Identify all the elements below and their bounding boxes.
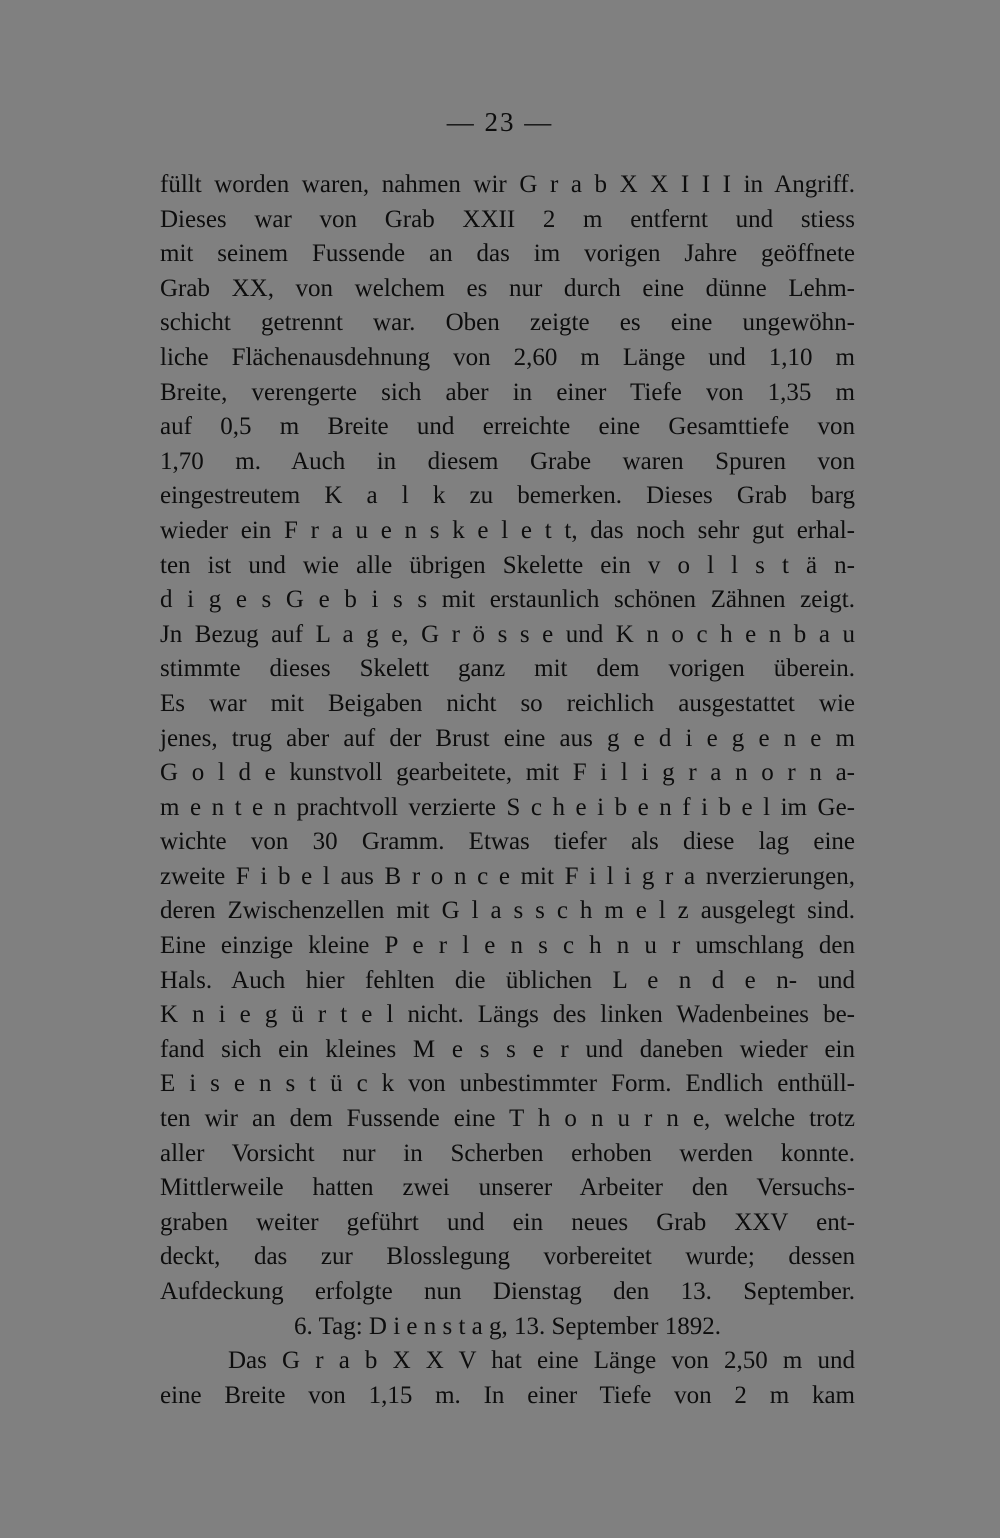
text-line: schicht getrennt war. Oben zeigte es eine ungewöhn-: [160, 309, 855, 337]
text-line: eingestreutem K a l k zu bemerken. Dieses Grab barg: [160, 482, 855, 510]
text-line: wichte von 30 Gramm. Etwas tiefer als diese lag eine: [160, 828, 855, 856]
text-line: zweite F i b e l aus B r o n c e mit F i l i g r a nverzierungen,: [160, 862, 855, 890]
text-line: aller Vorsicht nur in Scherben erhoben werden konnte.: [160, 1139, 855, 1167]
text-line: K n i e g ü r t e l nicht. Längs des linken Wadenbeines be-: [160, 1001, 855, 1029]
text-line: ten wir an dem Fussende eine T h o n u r n e, welche trotz: [160, 1105, 855, 1133]
text-line: E i s e n s t ü c k von unbestimmter Form. Endlich enthüll-: [160, 1070, 855, 1098]
text-line: m e n t e n prachtvoll verzierte S c h e i b e n f i b e l im Ge-: [160, 793, 855, 821]
page-number: — 23 —: [446, 107, 554, 137]
text-line: ten ist und wie alle übrigen Skelette ein v o l l s t ä n-: [160, 551, 855, 579]
text-line: eine Breite von 1,15 m. In einer Tiefe von 2 m kam: [160, 1381, 855, 1409]
text-line: jenes, trug aber auf der Brust eine aus g e d i e g e n e m: [160, 724, 855, 752]
text-line: wieder ein F r a u e n s k e l e t t, das noch sehr gut erhal-: [160, 516, 855, 544]
text-line: deckt, das zur Blosslegung vorbereitet wurde; dessen: [160, 1243, 855, 1271]
text-line: Dieses war von Grab XXII 2 m entfernt und stiess: [160, 205, 855, 233]
text-line: graben weiter geführt und ein neues Grab XXV ent-: [160, 1208, 855, 1236]
text-line: d i g e s G e b i s s mit erstaunlich schönen Zähnen zeigt.: [160, 586, 855, 614]
text-line: füllt worden waren, nahmen wir G r a b X X I I I in Angriff.: [160, 171, 855, 198]
text-line: Eine einzige kleine P e r l e n s c h n u r umschlang den: [160, 932, 855, 960]
text-line: Hals. Auch hier fehlten die üblichen L e n d e n- und: [160, 966, 855, 994]
paragraph-first-line: Das G r a b X X V hat eine Länge von 2,50 m und: [228, 1347, 855, 1375]
text-line: auf 0,5 m Breite und erreichte eine Gesamttiefe von: [160, 413, 855, 441]
text-line: stimmte dieses Skelett ganz mit dem vorigen überein.: [160, 655, 855, 683]
text-line: Es war mit Beigaben nicht so reichlich ausgestattet wie: [160, 689, 855, 717]
text-line: 1,70 m. Auch in diesem Grabe waren Spuren von: [160, 447, 855, 475]
text-line: Grab XX, von welchem es nur durch eine dünne Lehm-: [160, 274, 855, 302]
text-line: Aufdeckung erfolgte nun Dienstag den 13. September.: [160, 1278, 855, 1305]
text-line: Mittlerweile hatten zwei unserer Arbeiter den Versuchs-: [160, 1174, 855, 1202]
text-line: G o l d e kunstvoll gearbeitete, mit F i l i g r a n o r n a-: [160, 759, 855, 787]
text-line: liche Flächenausdehnung von 2,60 m Länge und 1,10 m: [160, 343, 855, 371]
body-text: [160, 168, 855, 1413]
text-line: Jn Bezug auf L a g e, G r ö s s e und K n o c h e n b a u: [160, 620, 855, 648]
text-line: Breite, verengerte sich aber in einer Tiefe von 1,35 m: [160, 378, 855, 406]
text-line: fand sich ein kleines M e s s e r und daneben wieder ein: [160, 1035, 855, 1063]
text-line: deren Zwischenzellen mit G l a s s c h m e l z ausgelegt sind.: [160, 897, 855, 925]
text-line: mit seinem Fussende an das im vorigen Jahre geöffnete: [160, 240, 855, 268]
section-heading: 6. Tag: D i e n s t a g, 13. September 1892.: [294, 1312, 721, 1340]
